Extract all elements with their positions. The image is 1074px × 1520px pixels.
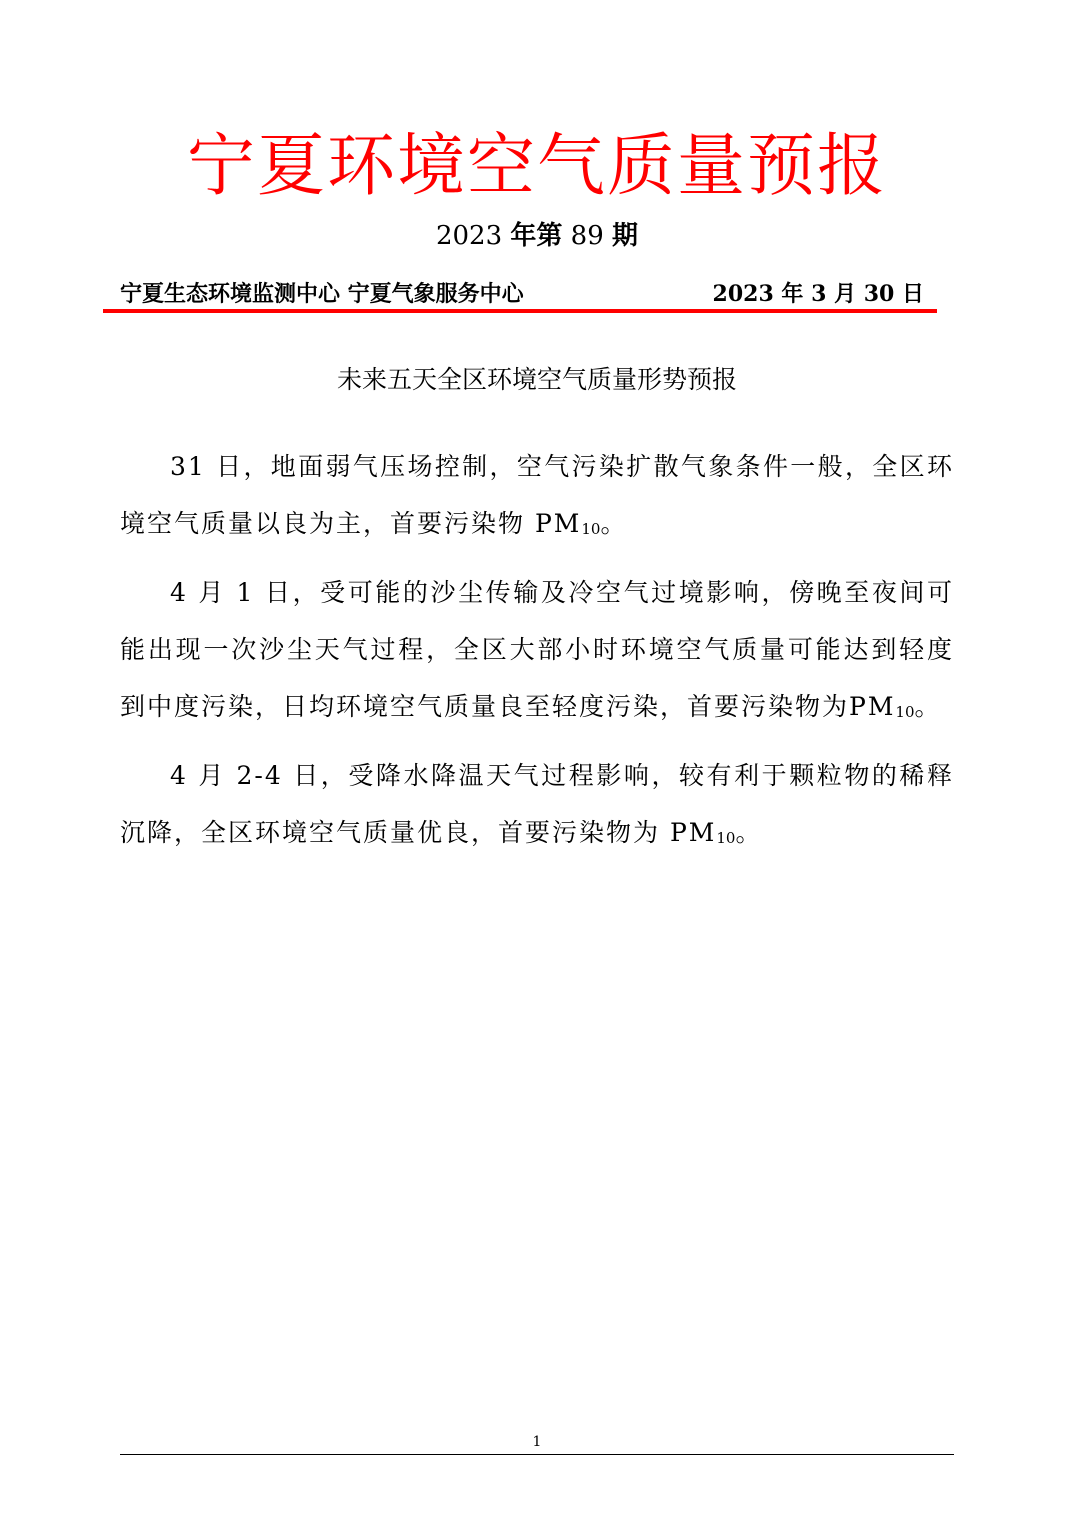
pm10-subscript: 10 — [716, 829, 736, 847]
forecast-paragraph-apr1 — [120, 564, 954, 735]
paragraph-end-mark: 。 — [914, 692, 942, 721]
issue-year-unit: 年第 — [510, 221, 563, 251]
forecast-paragraph-apr2-4 — [120, 747, 954, 861]
issue-number: 89 — [570, 221, 604, 251]
page-number: 1 — [532, 1434, 542, 1450]
paragraph-text: 31 日，地面弱气压场控制，空气污染扩散气象条件一般，全区环境空气质量以良为主，首要污染物 PM — [120, 452, 954, 538]
masthead-divider — [103, 309, 937, 313]
pm10-subscript: 10 — [895, 703, 915, 721]
issue-number-unit: 期 — [612, 221, 639, 251]
paragraph-end-mark: 。 — [735, 818, 763, 847]
paragraph-end-mark: 。 — [600, 509, 628, 538]
issuer-row — [120, 278, 924, 310]
masthead-title: 宁夏环境空气质量预报 — [186, 127, 887, 206]
issuer-organizations: 宁夏生态环境监测中心 宁夏气象服务中心 — [120, 281, 524, 307]
forecast-body — [120, 438, 954, 873]
paragraph-text: 4 月 2-4 日，受降水降温天气过程影响，较有利于颗粒物的稀释沉降，全区环境空气质量优良，首要污染物为 PM — [120, 761, 954, 847]
forecast-paragraph-31 — [120, 438, 954, 552]
issue-date: 2023 年 3 月 30 日 — [712, 281, 924, 307]
section-heading: 未来五天全区环境空气质量形势预报 — [336, 365, 737, 394]
footer-divider — [120, 1454, 954, 1455]
paragraph-text: 4 月 1 日，受可能的沙尘传输及冷空气过境影响，傍晚至夜间可能出现一次沙尘天气过程，全区大部小时环境空气质量可能达到轻度到中度污染，日均环境空气质量良至轻度污染，首要污染物为PM — [120, 578, 954, 721]
issue-year: 2023 — [435, 221, 503, 251]
issue-line — [0, 218, 1074, 254]
pm10-subscript: 10 — [581, 520, 601, 538]
